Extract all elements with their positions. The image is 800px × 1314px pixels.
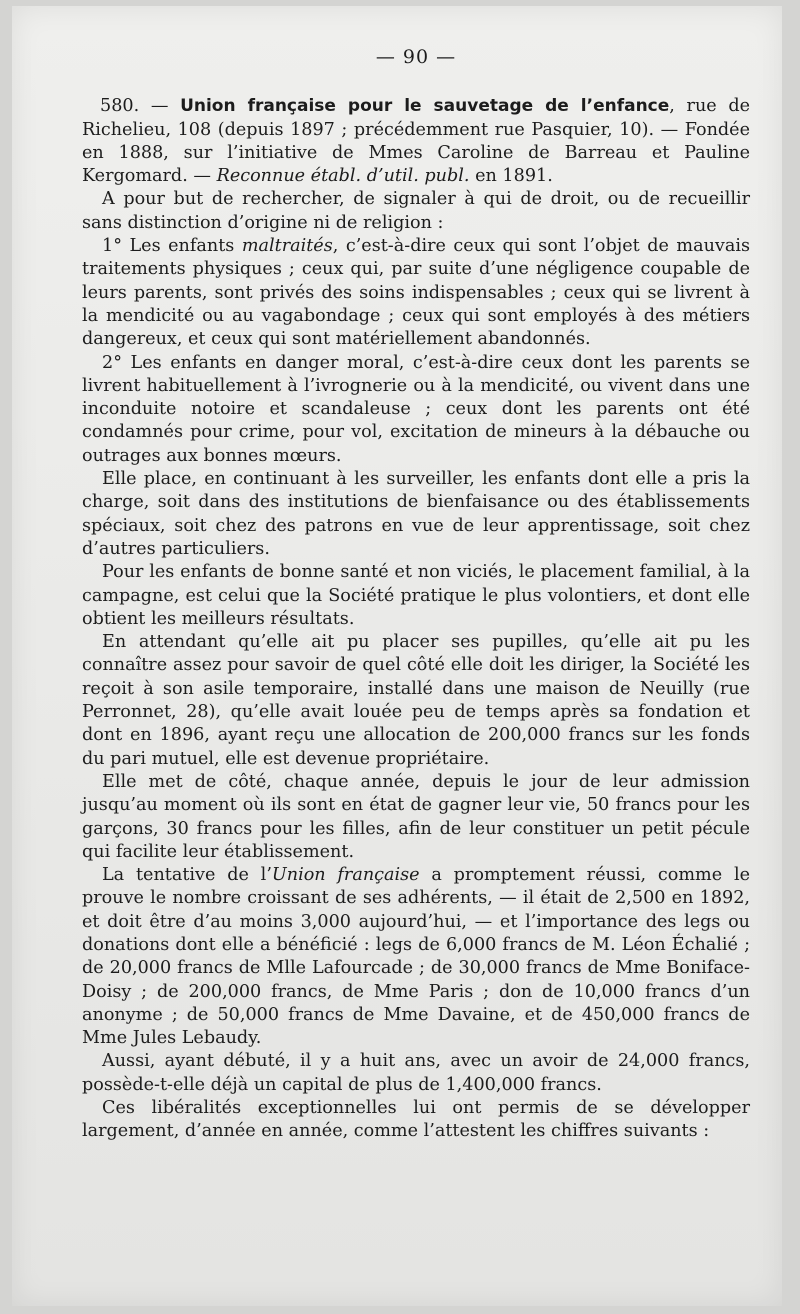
paragraph-family-placement: Pour les enfants de bonne santé et non viciés, le placement familial, à la campagne, est celui que la Société pratique le plus volontiers, et dont elle obtient les meilleurs résultats. (82, 562, 750, 629)
organization-name: Union française pour le sauvetage de l’enfance (180, 96, 670, 117)
recognition-year: en 1891. (469, 166, 553, 187)
paragraph-mistreated-children (82, 235, 750, 351)
paragraph-placement: Elle place, en continuant à les surveiller, les enfants dont elle a pris la charge, soit dans des institutions de bienfaisance ou des établissements spéciaux, soit chez des patrons en vue de leur apprentissage, soit chez d’autres particuliers. (82, 469, 750, 559)
entry-heading-paragraph (82, 95, 750, 188)
paragraph-moral-danger: 2° Les enfants en danger moral, c’est-à-dire ceux dont les parents se livrent habituellement à l’ivrognerie ou à la mendicité, ou vivent dans une inconduite notoire et scandaleuse ; ceux dont les parents ont été condamnés pour crime, pour vol, excitation de mineurs à la débauche ou outrages aux bonnes mœurs. (82, 352, 750, 466)
page-number: — 90 — (375, 46, 457, 68)
mistreated-lead: 1° Les enfants (102, 236, 242, 257)
donations-lead: La tentative de l’ (102, 865, 272, 886)
entry-number: 580. (100, 96, 140, 117)
paragraph-savings: Elle met de côté, chaque année, depuis le jour de leur admission jusqu’au moment où ils sont en état de gagner leur vie, 50 francs pour les garçons, 30 francs pour les filles, afin de leur constituer un petit pécule qui facilite leur établissement. (82, 771, 750, 862)
mistreated-term: maltraités (241, 236, 333, 257)
mistreated-body: , c’est-à-dire ceux qui sont l’objet de mauvais traitements physiques ; ceux qui, par suite d’une négligence coupable de leurs parents, sont privés des soins indispensables ; ceux qui se livrent à la mendicité ou au vagabondage ; ceux qui sont employés à des métiers dangereux, et ceux qui sont matériellement abandonnés. (82, 236, 750, 350)
paragraph-temporary-asylum: En attendant qu’elle ait pu placer ses pupilles, qu’elle ait pu les connaître assez pour savoir de quel côté elle doit les diriger, la Société les reçoit à son asile temporaire, installé dans une maison de Neuilly (rue Perronnet, 28), qu’elle avait louée peu de temps après sa fondation et dont en 1896, ayant reçu une allocation de 200,000 francs sur les fonds du pari mutuel, elle est devenue propriétaire. (82, 632, 750, 769)
page-text (82, 46, 750, 1144)
paragraph-purpose: A pour but de rechercher, de signaler à qui de droit, ou de recueillir sans distinction d’origine ni de religion : (82, 189, 750, 233)
recognition-status: Reconnue établ. d’util. publ. (216, 166, 470, 187)
entry-intro: , rue de Richelieu, 108 (depuis 1897 ; précédemment rue Pasquier, 10). — Fondée en 1888, sur l’initiative de Mmes Caroline de Barreau et Pauline Kergomard. — (82, 96, 751, 187)
union-name-italic: Union française (271, 865, 420, 886)
paragraph-capital: Aussi, ayant débuté, il y a huit ans, avec un avoir de 24,000 francs, possède-t-elle déjà un capital de plus de 1,400,000 francs. (82, 1051, 750, 1095)
entry-dash: — (139, 96, 181, 117)
paragraph-figures-intro: Ces libéralités exceptionnelles lui ont permis de se développer largement, d’année en année, comme l’attestent les chiffres suivants : (82, 1098, 750, 1142)
book-page (12, 6, 782, 1306)
paragraph-donations (82, 864, 750, 1050)
donations-body: a promptement réussi, comme le prouve le nombre croissant de ses adhérents, — il était de 2,500 en 1892, et doit être d’au moins 3,000 aujourd’hui, — et l’importance des legs ou donations dont elle a bénéficié : legs de 6,000 francs de M. Léon Échalié ; de 20,000 francs de Mlle Lafourcade ; de 30,000 francs de Mme Boniface-Doisy ; de 200,000 francs, de Mme Paris ; don de 10,000 francs d’un anonyme ; de 50,000 francs de Mme Davaine, et de 450,000 francs de Mme Jules Lebaudy. (82, 865, 750, 1049)
